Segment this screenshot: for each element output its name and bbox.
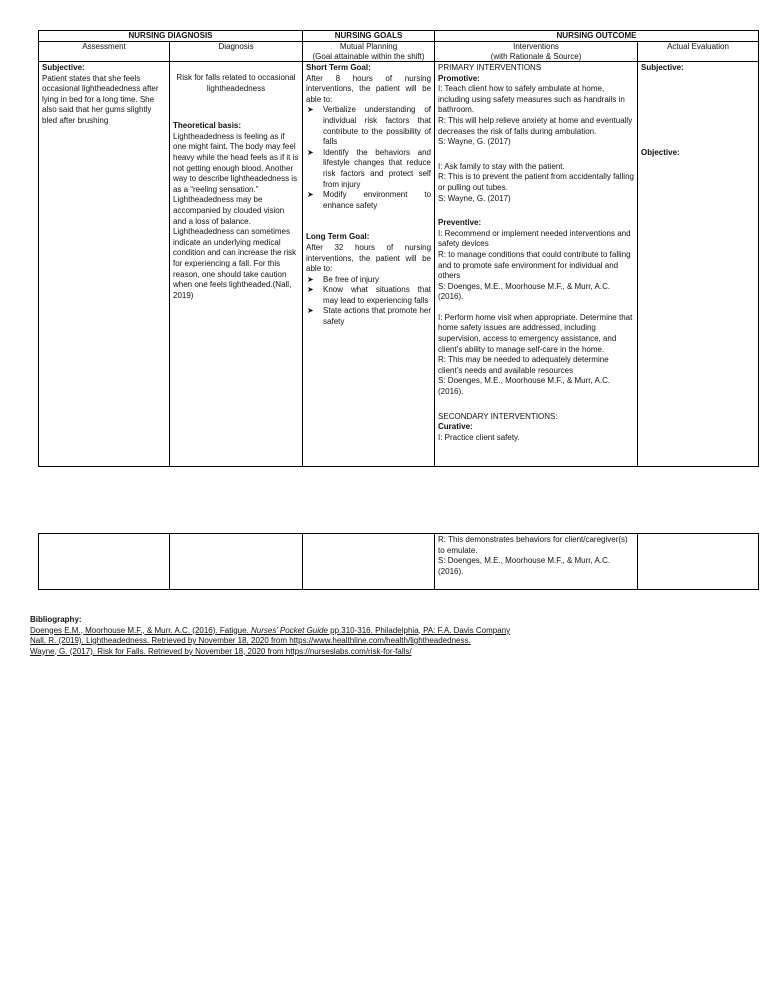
- header-nursing-goals: NURSING GOALS: [303, 31, 435, 42]
- subheader-assessment: Assessment: [39, 42, 170, 62]
- short-term-goal-intro: After 8 hours of nursing interventions, the patient will be able to:: [306, 73, 432, 104]
- preventive-intervention-2: I: Perform home visit when appropriate. Determine that home safety issues are addressed, including supervision, access to emergency assistance, and client’s ability to manage self-care in the home.: [438, 312, 633, 354]
- continued-row: [39, 534, 759, 590]
- curative-source-1: S: Doenges, M.E., Moorhouse M.F., & Murr, A.C. (2016).: [438, 556, 611, 576]
- subheader-evaluation: Actual Evaluation: [638, 42, 759, 62]
- preventive-source-1: S: Doenges, M.E., Moorhouse M.F., & Murr, A.C. (2016).: [438, 281, 611, 302]
- short-term-goal-item: ➤ Modify environment to enhance safety: [307, 190, 432, 210]
- care-plan-table-continued: [38, 533, 759, 590]
- evaluation-objective-label: Objective:: [641, 147, 680, 157]
- right-arrowhead-icon: ➤: [307, 274, 314, 284]
- continued-goals-cell: [303, 534, 435, 590]
- continued-diagnosis-cell: [170, 534, 303, 590]
- curative-label: Curative:: [438, 422, 473, 432]
- care-plan-table: [38, 30, 759, 467]
- header-nursing-diagnosis: NURSING DIAGNOSIS: [39, 31, 303, 42]
- promotive-label: Promotive:: [438, 73, 480, 83]
- evaluation-cell: [638, 62, 759, 467]
- promotive-rationale-2: R: This is to prevent the patient from accidentally falling or pulling out tubes.: [438, 172, 634, 192]
- bibliography-title: Bibliography:: [30, 615, 82, 624]
- assessment-cell: [39, 62, 170, 467]
- assessment-subjective-text: Patient states that she feels occasional lightheadedness after lying in bed for a long time. She also said that her gums slightly bled after brushing: [42, 73, 159, 125]
- long-term-goal-item: ➤ State actions that promote her safety: [307, 306, 432, 327]
- subheader-planning-line1: Mutual Planning: [339, 42, 398, 51]
- bibliography-entry-nall: Nall, R. (2019). Lightheadedness. Retrieved by November 18, 2020 from https://www.healthline.com/health/lightheadedness.: [30, 636, 471, 645]
- continued-evaluation-cell: [638, 534, 759, 590]
- subheader-interventions-line1: Interventions: [513, 42, 559, 51]
- bibliography-entry-wayne: Wayne, G. (2017). Risk for Falls. Retrieved by November 18, 2020 from https://nurseslabs.com/risk-for-falls/: [30, 646, 412, 656]
- subheader-diagnosis: Diagnosis: [170, 42, 303, 62]
- header-row: [39, 31, 759, 42]
- continued-interventions-cell: [435, 534, 638, 590]
- continued-assessment-cell: [39, 534, 170, 590]
- short-term-goal-item: ➤ Verbalize understanding of individual risk factors that contribute to the possibility of falls: [307, 105, 432, 147]
- interventions-cell: [435, 62, 638, 467]
- long-term-goal-intro: After 32 hours of nursing interventions, the patient will be able to:: [306, 242, 432, 274]
- preventive-intervention-1: I: Recommend or implement needed interventions and safety devices: [438, 228, 631, 249]
- promotive-source-1: S: Wayne, G. (2017): [438, 137, 511, 147]
- subheader-planning: [303, 42, 435, 62]
- theoretical-basis-text: Lightheadedness is feeling as if one might faint. The body may feel heavy while the head feels as if it is not getting enough blood. Another way to describe lightheadedness is as a “reeling sensation.” Lightheadedness may be accompanied by clouded vision and a loss of balance. Lightheadedness can sometimes indicate an underlying medical condition and can increase the risk for experiencing a fall. For this reason, one should take caution when one feels lightheaded.(Nall, 2019): [173, 131, 299, 300]
- long-term-goal-label: Long Term Goal:: [306, 232, 370, 242]
- promotive-intervention-1: I: Teach client how to safely ambulate at home, including using safety measures such as handrails in bathroom.: [438, 84, 625, 115]
- promotive-source-2: S: Wayne, G. (2017): [438, 193, 511, 203]
- preventive-rationale-1: R: to manage conditions that could contribute to falling and to promote safe environment for individual and others: [438, 249, 631, 281]
- secondary-interventions-label: SECONDARY INTERVENTIONS:: [438, 411, 558, 421]
- content-row: [39, 62, 759, 467]
- right-arrowhead-icon: ➤: [307, 306, 314, 316]
- short-term-goal-list: [306, 105, 431, 211]
- header-nursing-outcome: NURSING OUTCOME: [435, 31, 759, 42]
- promotive-rationale-1: R: This will help relieve anxiety at home and eventually decreases the risk of falls during ambulation.: [438, 115, 633, 136]
- subheader-row: [39, 42, 759, 62]
- bibliography-entry-doenges: Doenges E.M., Moorhouse M.F., & Murr. A.C. (2016). Fatigue. Nurses’ Pocket Guide pp.310-316. Philadelphia, PA: F.A. Davis Company: [30, 625, 511, 635]
- right-arrowhead-icon: ➤: [307, 147, 314, 157]
- right-arrowhead-icon: ➤: [307, 190, 314, 200]
- subheader-planning-line2: (Goal attainable within the shift): [312, 51, 425, 61]
- long-term-goal-item: ➤ Know what situations that may lead to experiencing falls: [307, 285, 432, 305]
- preventive-source-2: S: Doenges, M.E., Moorhouse M.F., & Murr, A.C. (2016).: [438, 376, 611, 397]
- subheader-interventions: [435, 42, 638, 62]
- promotive-intervention-2: I: Ask family to stay with the patient.: [438, 161, 565, 171]
- primary-interventions-label: PRIMARY INTERVENTIONS: [438, 63, 542, 72]
- short-term-goal-label: Short Term Goal:: [306, 63, 371, 72]
- goals-cell: [303, 62, 435, 467]
- assessment-subjective-label: Subjective:: [42, 63, 85, 72]
- short-term-goal-item: ➤ Identify the behaviors and lifestyle changes that reduce risk factors and protect self from injury: [307, 147, 432, 189]
- curative-rationale-1: R: This demonstrates behaviors for client/caregiver(s) to emulate.: [438, 535, 628, 555]
- subheader-interventions-line2: (with Rationale & Source): [490, 51, 582, 61]
- preventive-rationale-2: R: This may be needed to adequately determine client’s needs and available resources: [438, 355, 609, 375]
- long-term-goal-list: [306, 275, 431, 328]
- bibliography: [30, 615, 730, 657]
- curative-intervention-1: I: Practice client safety.: [438, 432, 520, 442]
- right-arrowhead-icon: ➤: [307, 285, 314, 295]
- theoretical-basis-label: Theoretical basis:: [173, 121, 242, 131]
- diagnosis-cell: [170, 62, 303, 467]
- right-arrowhead-icon: ➤: [307, 105, 314, 115]
- preventive-label: Preventive:: [438, 218, 482, 228]
- diagnosis-statement: Risk for falls related to occasional lightheadedness: [176, 73, 296, 93]
- evaluation-subjective-label: Subjective:: [641, 63, 684, 72]
- long-term-goal-item: ➤ Be free of injury: [307, 274, 380, 284]
